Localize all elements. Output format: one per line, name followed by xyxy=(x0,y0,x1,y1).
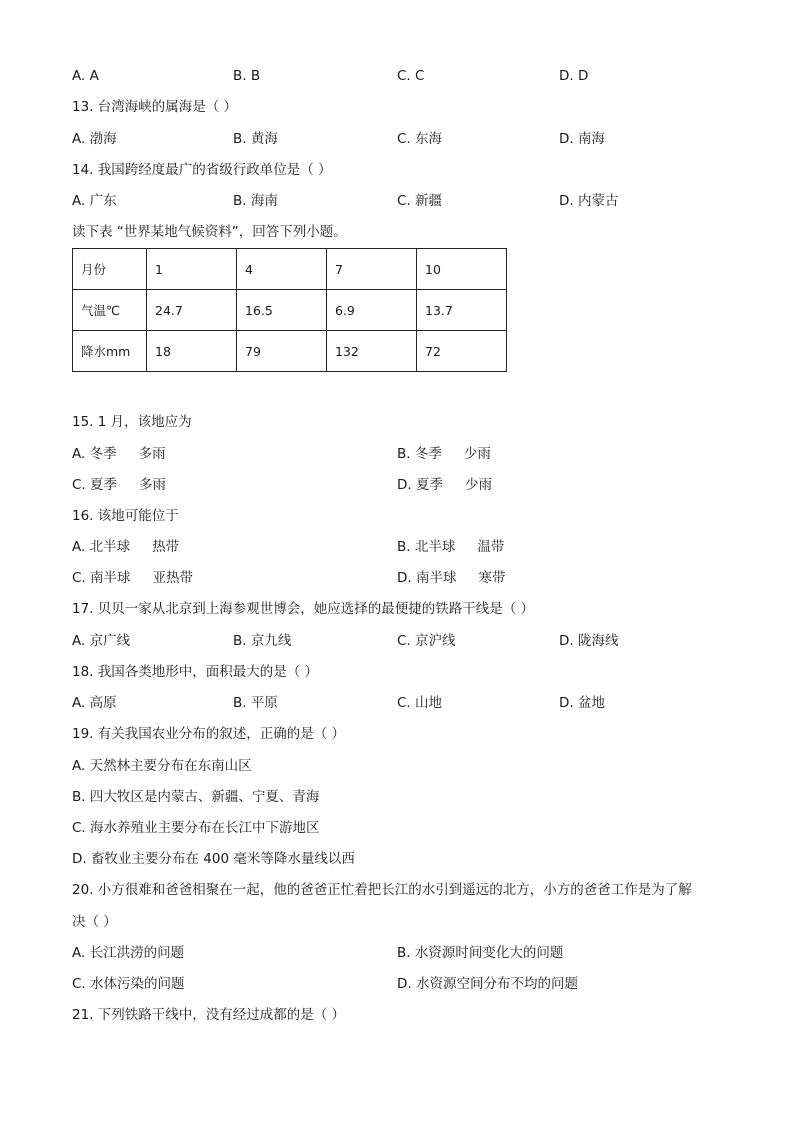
table-cell: 月份 xyxy=(73,249,147,290)
q13-option-c: C. 东海 xyxy=(397,131,443,147)
table-cell: 降水mm xyxy=(73,331,147,372)
table-cell: 10 xyxy=(417,249,507,290)
q19-option-a: A. 天然林主要分布在东南山区 xyxy=(72,758,252,774)
table-cell: 7 xyxy=(327,249,417,290)
table-cell: 1 xyxy=(147,249,237,290)
table-cell: 132 xyxy=(327,331,417,372)
q15-option-c: C. 夏季 多雨 xyxy=(72,477,167,493)
q18-option-c: C. 山地 xyxy=(397,695,443,711)
table-cell: 气温℃ xyxy=(73,290,147,331)
q17-stem: 17. 贝贝一家从北京到上海参观世博会，她应选择的最便捷的铁路干线是（ ） xyxy=(72,601,535,617)
q20-option-a: A. 长江洪涝的问题 xyxy=(72,945,185,961)
q18-option-d: D. 盆地 xyxy=(559,695,605,711)
q19-option-b: B. 四大牧区是内蒙古、新疆、宁夏、青海 xyxy=(72,789,320,805)
table-cell: 13.7 xyxy=(417,290,507,331)
q12-option-b: B. B xyxy=(233,68,261,84)
q20-option-c: C. 水体污染的问题 xyxy=(72,976,185,992)
q13-option-a: A. 渤海 xyxy=(72,131,117,147)
q17-option-c: C. 京沪线 xyxy=(397,633,456,649)
q13-stem: 13. 台湾海峡的属海是（ ） xyxy=(72,99,238,115)
table-cell: 24.7 xyxy=(147,290,237,331)
q19-option-d: D. 畜牧业主要分布在 400 毫米等降水量线以西 xyxy=(72,851,355,867)
q15-option-b: B. 冬季 少雨 xyxy=(397,446,491,462)
q12-option-d: D. D xyxy=(559,68,589,84)
q17-option-a: A. 京广线 xyxy=(72,633,131,649)
table-row-precipitation xyxy=(73,331,507,372)
q14-stem: 14. 我国跨经度最广的省级行政单位是（ ） xyxy=(72,162,332,178)
table-cell: 72 xyxy=(417,331,507,372)
q14-option-b: B. 海南 xyxy=(233,193,278,209)
table-cell: 16.5 xyxy=(237,290,327,331)
q13-option-b: B. 黄海 xyxy=(233,131,278,147)
q21-stem: 21. 下列铁路干线中，没有经过成都的是（ ） xyxy=(72,1007,346,1023)
q19-option-c: C. 海水养殖业主要分布在长江中下游地区 xyxy=(72,820,320,836)
q14-option-d: D. 内蒙古 xyxy=(559,193,619,209)
q15-stem: 15. 1 月，该地应为 xyxy=(72,414,192,430)
q18-option-a: A. 高原 xyxy=(72,695,117,711)
q20-stem-line2: 决（ ） xyxy=(72,914,117,930)
q16-option-c: C. 南半球 亚热带 xyxy=(72,570,194,586)
q20-option-d: D. 水资源空间分布不均的问题 xyxy=(397,976,578,992)
table-row-temperature xyxy=(73,290,507,331)
q17-option-d: D. 陇海线 xyxy=(559,633,619,649)
climate-table xyxy=(72,248,507,372)
q15-option-a: A. 冬季 多雨 xyxy=(72,446,166,462)
table-cell: 4 xyxy=(237,249,327,290)
q16-option-b: B. 北半球 温带 xyxy=(397,539,505,555)
q16-option-d: D. 南半球 寒带 xyxy=(397,570,506,586)
table-row-month xyxy=(73,249,507,290)
table-cell: 79 xyxy=(237,331,327,372)
q14-option-c: C. 新疆 xyxy=(397,193,443,209)
q16-stem: 16. 该地可能位于 xyxy=(72,508,179,524)
table-cell: 18 xyxy=(147,331,237,372)
q13-option-d: D. 南海 xyxy=(559,131,605,147)
q16-option-a: A. 北半球 热带 xyxy=(72,539,180,555)
q12-option-c: C. C xyxy=(397,68,425,84)
q18-stem: 18. 我国各类地形中，面积最大的是（ ） xyxy=(72,664,319,680)
q12-option-a: A. A xyxy=(72,68,99,84)
q20-option-b: B. 水资源时间变化大的问题 xyxy=(397,945,564,961)
table-cell: 6.9 xyxy=(327,290,417,331)
q17-option-b: B. 京九线 xyxy=(233,633,292,649)
q15-option-d: D. 夏季 少雨 xyxy=(397,477,492,493)
q20-stem-line1: 20. 小方很难和爸爸相聚在一起，他的爸爸正忙着把长江的水引到遥远的北方，小方的爸爸工作是为了解 xyxy=(72,882,692,898)
q18-option-b: B. 平原 xyxy=(233,695,278,711)
q19-stem: 19. 有关我国农业分布的叙述，正确的是（ ） xyxy=(72,726,346,742)
q14-option-a: A. 广东 xyxy=(72,193,117,209)
table-intro: 读下表 “世界某地气候资料”，回答下列小题。 xyxy=(72,224,347,240)
